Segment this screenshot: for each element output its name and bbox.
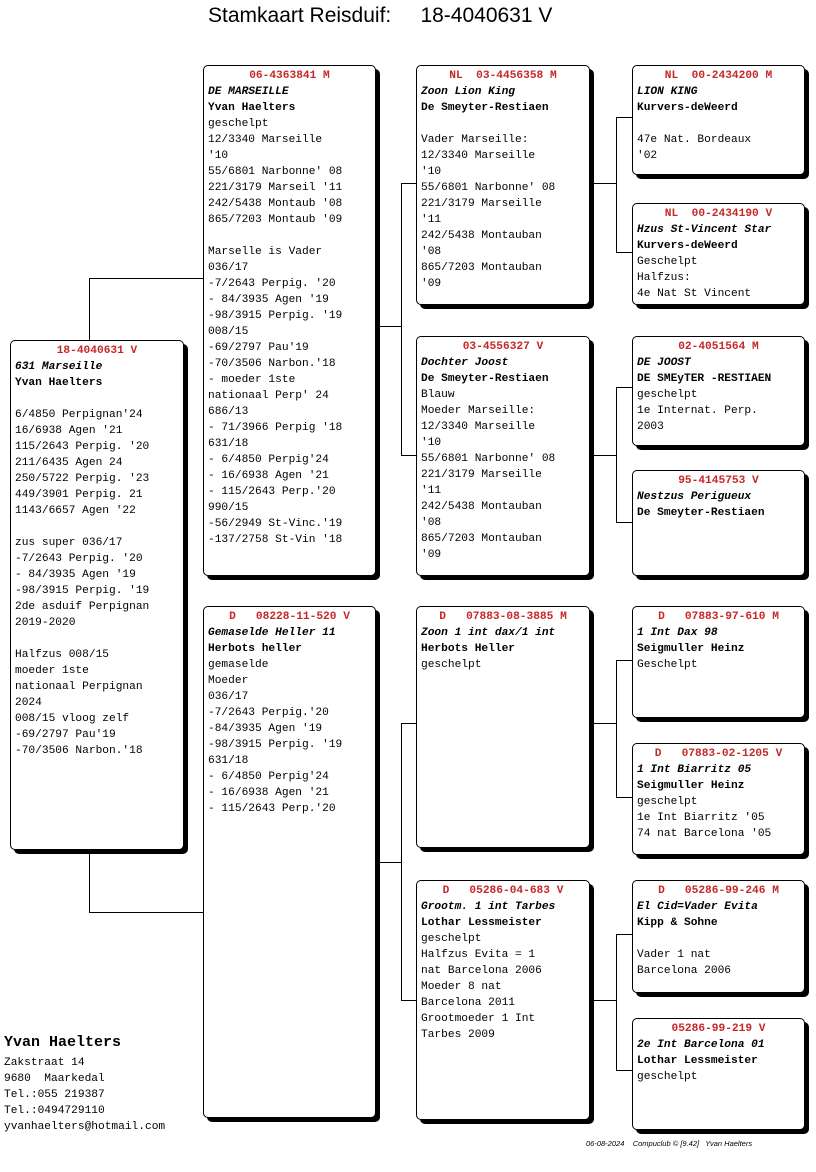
- connector-line: [401, 723, 402, 1000]
- connector-line: [616, 387, 633, 388]
- pigeon-owner: Lothar Lessmeister: [637, 1055, 758, 1067]
- pigeon-details: Geschelpt: [637, 659, 698, 671]
- pigeon-details: geschelpt: [421, 659, 482, 671]
- pigeon-name: DE MARSEILLE: [208, 86, 289, 98]
- ring-number: D 07883-02-1205 V: [654, 748, 783, 760]
- footer-date: 06-08-2024: [586, 1139, 625, 1148]
- pigeon-name: LION KING: [637, 86, 698, 98]
- ring-number: 05286-99-219 V: [671, 1023, 766, 1035]
- pigeon-details: geschelpt 12/3340 Marseille '10 55/6801 Narbonne' 08 221/3179 Marseil '11 242/5438 Montaub '08 865/7203 Montaub '09 Marselle is Vader 036/17 -7/2643 Perpig. '20 - 84/3935 Agen '19 -98/3915 Perpig. '19 008/15 -69/2797 Pau'19 -70/3506 Narbon.'18 - moeder 1ste nationaal Perp' 24 686/13 - 71/3966 Perpig '18 631/18 - 6/4850 Perpig'24 - 16/6938 Agen '21 - 115/2643 Perp.'20 990/15 -56/2949 St-Vinc.'19 -137/2758 St-Vin '18: [208, 118, 343, 546]
- connector-line: [616, 934, 633, 935]
- ring-number: 95-4145753 V: [678, 475, 759, 487]
- pigeon-name: 1 Int Dax 98: [637, 627, 718, 639]
- connector-line: [616, 797, 633, 798]
- connector-line: [89, 912, 205, 913]
- connector-line: [616, 117, 633, 118]
- ring-number: NL 03-4456358 M: [449, 70, 557, 82]
- connector-line: [592, 183, 616, 184]
- connector-line: [89, 850, 90, 912]
- connector-line: [616, 1070, 633, 1071]
- pigeon-owner: Yvan Haelters: [15, 377, 103, 389]
- pigeon-owner: Kurvers-deWeerd: [637, 102, 738, 114]
- connector-line: [401, 183, 402, 455]
- ring-number: 06-4363841 M: [249, 70, 330, 82]
- owner-mobile: Tel.:0494729110: [4, 1105, 105, 1117]
- pigeon-name: Hzus St-Vincent Star: [637, 224, 772, 236]
- connector-line: [616, 522, 633, 523]
- title-ring: 18-4040631 V: [420, 4, 553, 27]
- connector-line: [401, 455, 417, 456]
- pigeon-name: El Cid=Vader Evita: [637, 901, 758, 913]
- pigeon-name: Zoon 1 int dax/1 int: [421, 627, 556, 639]
- pigeon-card-father: [203, 65, 376, 576]
- pigeon-owner: Kipp & Sohne: [637, 917, 718, 929]
- pigeon-name: Gemaselde Heller 11: [208, 627, 336, 639]
- ring-number: D 07883-08-3885 M: [439, 611, 567, 623]
- footer: [586, 1139, 752, 1148]
- connector-line: [401, 183, 417, 184]
- pigeon-owner: Seigmuller Heinz: [637, 780, 745, 792]
- owner-contact: [4, 1033, 165, 1135]
- owner-name: Yvan Haelters: [4, 1034, 122, 1051]
- pigeon-card-fm: [416, 336, 590, 576]
- pigeon-card-fmf: [632, 336, 805, 446]
- page-title: [208, 4, 552, 28]
- connector-line: [378, 862, 401, 863]
- pigeon-details: geschelpt Halfzus Evita = 1 nat Barcelona 2006 Moeder 8 nat Barcelona 2011 Grootmoeder 1 Int Tarbes 2009: [421, 933, 542, 1041]
- pigeon-card-mf: [416, 606, 590, 848]
- ring-number: NL 00-2434200 M: [664, 70, 773, 82]
- footer-software: Compuclub © [9.42]: [632, 1139, 700, 1148]
- connector-line: [616, 387, 617, 522]
- ring-number: D 05286-04-683 V: [442, 885, 564, 897]
- ring-number: D 08228-11-520 V: [229, 611, 350, 623]
- pigeon-card-ff: [416, 65, 590, 305]
- ring-number: 03-4556327 V: [462, 341, 544, 353]
- connector-line: [89, 278, 90, 341]
- pigeon-card-mmm: [632, 1018, 805, 1130]
- ring-number: D 05286-99-246 M: [658, 885, 779, 897]
- pigeon-name: Dochter Joost: [421, 357, 509, 369]
- connector-line: [592, 1000, 616, 1001]
- pigeon-owner: DE SMEyTER -RESTIAEN: [637, 373, 772, 385]
- pigeon-card-mmf: [632, 880, 805, 993]
- connector-line: [401, 723, 417, 724]
- owner-city: 9680 Maarkedal: [4, 1073, 105, 1085]
- connector-line: [89, 278, 205, 279]
- ring-number: D 07883-97-610 M: [658, 611, 779, 623]
- pigeon-card-mm: [416, 880, 590, 1120]
- connector-line: [378, 326, 401, 327]
- pigeon-details: geschelpt: [637, 1071, 698, 1083]
- connector-line: [616, 660, 617, 797]
- pigeon-owner: Lothar Lessmeister: [421, 917, 542, 929]
- pigeon-owner: De Smeyter-Restiaen: [421, 102, 549, 114]
- pigeon-details: Vader Marseille: 12/3340 Marseille '10 55/6801 Narbonne' 08 221/3179 Marseille '11 242/5438 Montauban '08 865/7203 Montauban '09: [421, 134, 556, 290]
- pigeon-owner: Kurvers-deWeerd: [637, 240, 738, 252]
- connector-line: [616, 660, 633, 661]
- owner-email: yvanhaelters@hotmail.com: [4, 1121, 166, 1133]
- pigeon-name: Grootm. 1 int Tarbes: [421, 901, 556, 913]
- owner-street: Zakstraat 14: [4, 1057, 85, 1069]
- pigeon-card-fff: [632, 65, 805, 175]
- connector-line: [401, 1000, 417, 1001]
- pigeon-card-mff: [632, 606, 805, 718]
- pigeon-name: Nestzus Perigueux: [637, 491, 752, 503]
- pigeon-details: geschelpt 1e Int Biarritz '05 74 nat Barcelona '05: [637, 796, 772, 840]
- pigeon-owner: De Smeyter-Restiaen: [421, 373, 549, 385]
- pigeon-card-mfm: [632, 743, 805, 855]
- connector-line: [592, 455, 616, 456]
- pigeon-owner: De Smeyter-Restiaen: [637, 507, 765, 519]
- pigeon-owner: Yvan Haelters: [208, 102, 296, 114]
- pigeon-card-fmm: [632, 470, 805, 576]
- pigeon-details: 47e Nat. Bordeaux '02: [637, 134, 752, 162]
- pigeon-details: Geschelpt Halfzus: 4e Nat St Vincent: [637, 256, 752, 300]
- pigeon-details: Blauw Moeder Marseille: 12/3340 Marseille '10 55/6801 Narbonne' 08 221/3179 Marseille '11 242/5438 Montauban '08 865/7203 Montauban '09: [421, 389, 556, 561]
- pigeon-name: DE JOOST: [637, 357, 691, 369]
- pigeon-card-mother: [203, 606, 376, 1118]
- pigeon-owner: Herbots heller: [208, 643, 302, 655]
- pigeon-details: gemaselde Moeder 036/17 -7/2643 Perpig.'20 -84/3935 Agen '19 -98/3915 Perpig. '19 631/18 - 6/4850 Perpig'24 - 16/6938 Agen '21 - 115/2643 Perp.'20: [208, 659, 343, 815]
- pigeon-name: 631 Marseille: [15, 361, 103, 373]
- pigeon-owner: Seigmuller Heinz: [637, 643, 745, 655]
- pigeon-card-subject: [10, 340, 184, 850]
- connector-line: [616, 934, 617, 1070]
- pigeon-name: 1 Int Biarritz 05: [637, 764, 752, 776]
- pigeon-details: Vader 1 nat Barcelona 2006: [637, 949, 731, 977]
- pigeon-owner: Herbots Heller: [421, 643, 515, 655]
- ring-number: 18-4040631 V: [56, 345, 138, 357]
- pigeon-card-ffm: [632, 203, 805, 305]
- pigeon-details: 6/4850 Perpignan'24 16/6938 Agen '21 115/2643 Perpig. '20 211/6435 Agen 24 250/5722 Perpig. '23 449/3901 Perpig. 21 1143/6657 Agen '22 zus super 036/17 -7/2643 Perpig. '20 - 84/3935 Agen '19 -98/3915 Perpig. '19 2de asduif Perpignan 2019-2020 Halfzus 008/15 moeder 1ste nationaal Perpignan 2024 008/15 vloog zelf -69/2797 Pau'19 -70/3506 Narbon.'18: [15, 409, 150, 757]
- owner-phone: Tel.:055 219387: [4, 1089, 105, 1101]
- connector-line: [616, 252, 633, 253]
- pigeon-name: 2e Int Barcelona 01: [637, 1039, 765, 1051]
- pigeon-details: geschelpt 1e Internat. Perp. 2003: [637, 389, 758, 433]
- ring-number: 02-4051564 M: [678, 341, 759, 353]
- title-label: Stamkaart Reisduif:: [208, 4, 392, 27]
- pigeon-name: Zoon Lion King: [421, 86, 515, 98]
- footer-owner: Yvan Haelters: [705, 1139, 753, 1148]
- connector-line: [592, 723, 616, 724]
- connector-line: [616, 117, 617, 252]
- ring-number: NL 00-2434190 V: [664, 208, 773, 220]
